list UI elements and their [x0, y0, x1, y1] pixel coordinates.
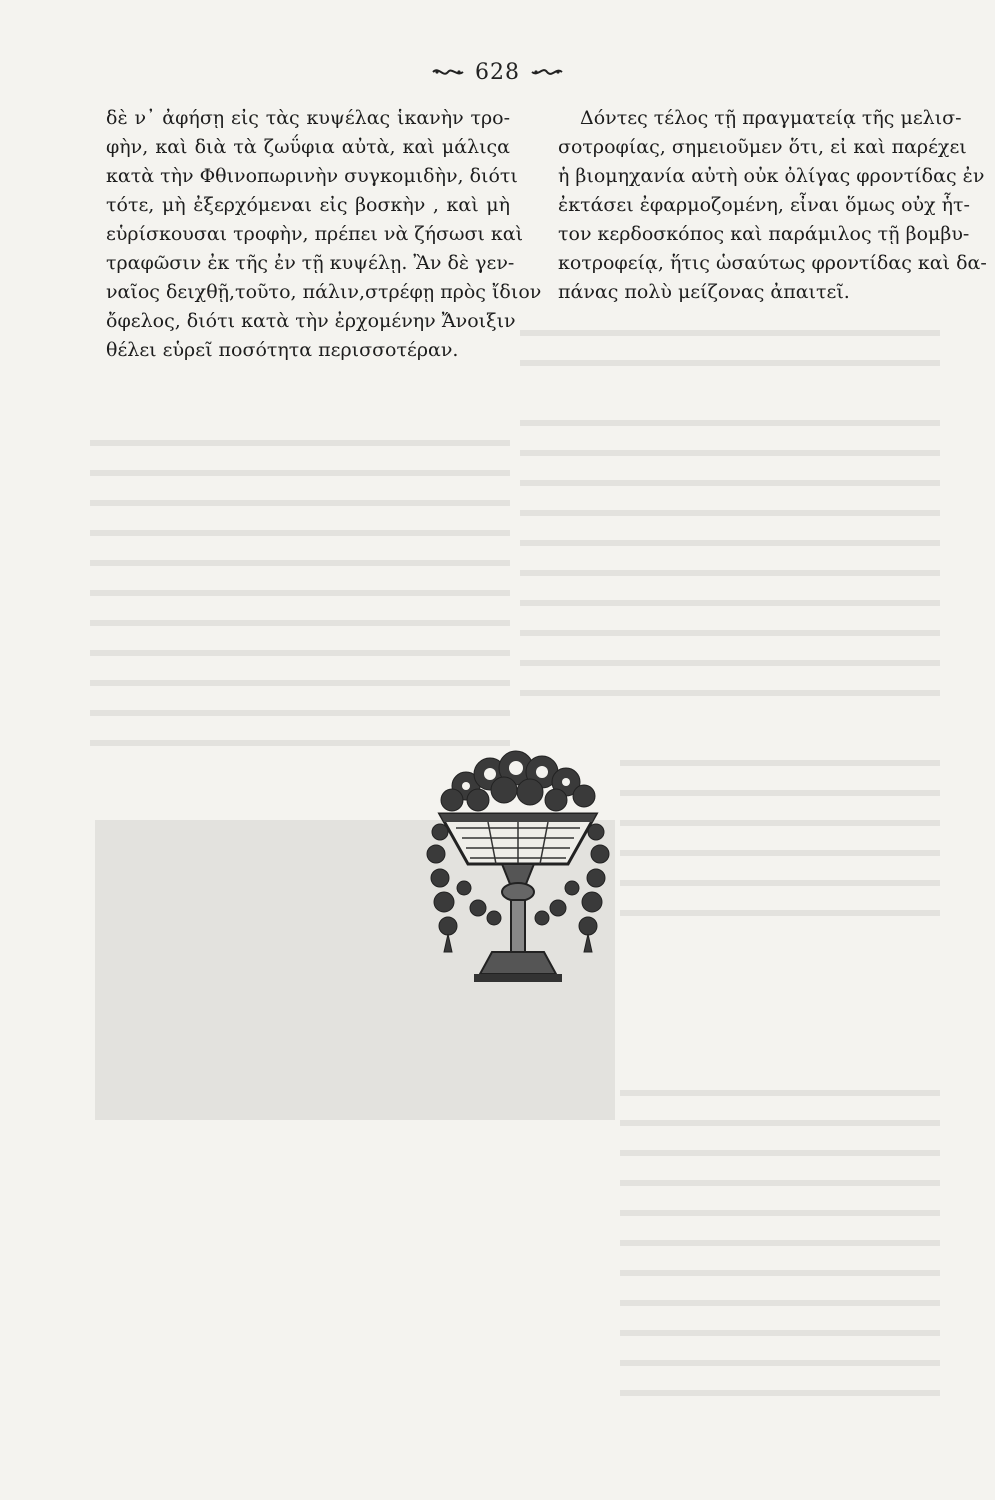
text-line: ὄφελος, διότι κατὰ τὴν ἐρχομένην Ἄνοιξιν: [106, 310, 516, 332]
text-line: πάνας πολὺ μείζονας ἀπαιτεῖ.: [558, 281, 850, 303]
text-line: κοτροφείᾳ, ἥτις ὡσαύτως φροντίδας καὶ δα-: [558, 252, 987, 274]
text-line: φὴν, καὶ διὰ τὰ ζωΰφια αὐτὰ, καὶ μάλιςα: [106, 136, 510, 158]
text-line: ναῖος δειχθῇ,τοῦτο, πάλιν,στρέφῃ πρὸς ἴδιον: [106, 281, 542, 303]
right-flourish-icon: [530, 65, 564, 79]
text-line: τον κερδοσκόπος καὶ παράμιλος τῇ βομβυ-: [558, 223, 970, 245]
page-header: [0, 56, 995, 88]
left-flourish-icon: [431, 65, 465, 79]
text-line: ἐκτάσει ἐφαρμοζομένη, εἶναι ὅμως οὐχ ἧτ-: [558, 194, 970, 216]
flower-basket-vignette-icon: [418, 738, 618, 1000]
text-line: θέλει εὑρεῖ ποσότητα περισσοτέραν.: [106, 339, 459, 361]
left-text-column: [106, 104, 542, 365]
text-line: σοτροφίας, σημειοῦμεν ὅτι, εἰ καὶ παρέχει: [558, 136, 967, 158]
text-line: εὑρίσκουσαι τροφὴν, πρέπει νὰ ζήσωσι καὶ: [106, 223, 524, 245]
text-line: τότε, μὴ ἐξερχόμεναι εἰς βοσκὴν , καὶ μὴ: [106, 194, 510, 216]
text-line: κατὰ τὴν Φθινοπωρινὴν συγκομιδὴν, διότι: [106, 165, 518, 187]
text-line: Δόντες τέλος τῇ πραγματείᾳ τῆς μελισ-: [580, 107, 962, 129]
right-text-column: [558, 104, 987, 307]
text-line: ἡ βιομηχανία αὐτὴ οὐκ ὀλίγας φροντίδας ἐν: [558, 165, 985, 187]
text-line: τραφῶσιν ἐκ τῆς ἐν τῇ κυψέλῃ. Ἂν δὲ γεν-: [106, 252, 515, 274]
page-number: 628: [475, 59, 520, 85]
text-line: δὲ ν᾽ ἀφήσῃ εἰς τὰς κυψέλας ἱκανὴν τρο-: [106, 107, 510, 129]
